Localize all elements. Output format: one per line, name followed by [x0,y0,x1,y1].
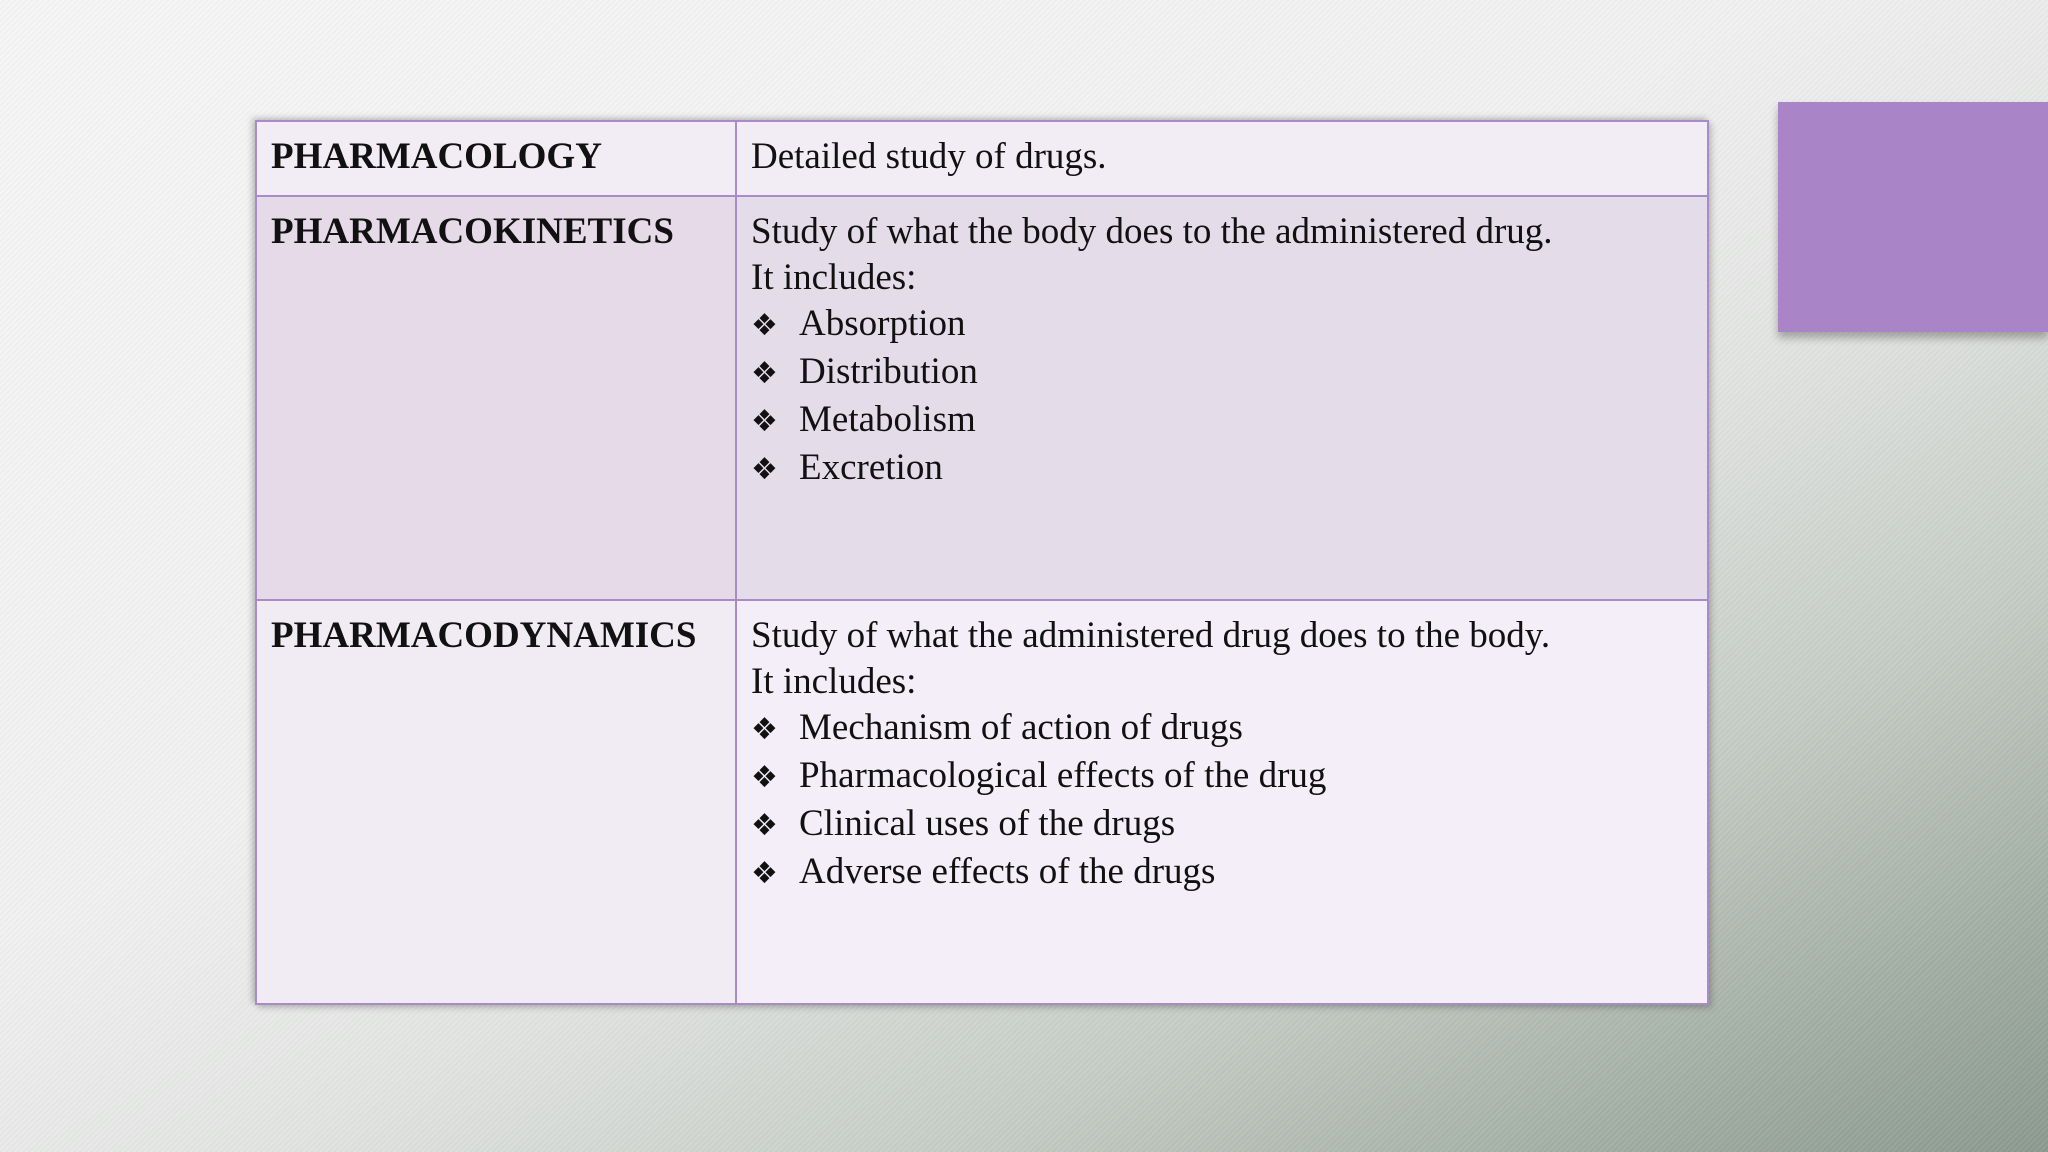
diamond-bullet-icon: ❖ [751,404,778,439]
diamond-bullet-icon: ❖ [751,452,778,487]
list-item [751,849,1693,897]
list-item-text: Excretion [799,447,943,488]
includes-label: It includes: [751,661,917,702]
list-item [751,301,1693,349]
diamond-bullet-icon: ❖ [751,808,778,843]
term-cell [256,121,736,196]
definitions-table [255,120,1709,1005]
list-item [751,753,1693,801]
list-item-text: Clinical uses of the drugs [799,803,1176,844]
list-item [751,349,1693,397]
term-cell [256,196,736,600]
term-pharmacokinetics: PHARMACOKINETICS [271,211,674,252]
diamond-bullet-icon: ❖ [751,356,778,391]
diamond-bullet-icon: ❖ [751,856,778,891]
term-pharmacology: PHARMACOLOGY [271,136,602,177]
includes-label: It includes: [751,257,917,298]
definition-cell [736,600,1708,1004]
definition-text: Study of what the administered drug does to the body. [751,615,1551,656]
list-item-text: Mechanism of action of drugs [799,707,1243,748]
bullet-list [751,705,1693,897]
list-item [751,445,1693,493]
table-row [256,196,1708,600]
table-row [256,600,1708,1004]
definition-text: Detailed study of drugs. [751,136,1107,177]
term-pharmacodynamics: PHARMACODYNAMICS [271,615,697,656]
diamond-bullet-icon: ❖ [751,712,778,747]
table-row [256,121,1708,196]
definition-cell [736,121,1708,196]
bullet-list [751,301,1693,493]
list-item-text: Adverse effects of the drugs [799,851,1216,892]
list-item-text: Absorption [799,303,966,344]
list-item [751,801,1693,849]
definition-cell [736,196,1708,600]
diamond-bullet-icon: ❖ [751,760,778,795]
definition-text: Study of what the body does to the administered drug. [751,211,1553,252]
list-item-text: Distribution [799,351,978,392]
list-item [751,705,1693,753]
list-item [751,397,1693,445]
list-item-text: Metabolism [799,399,976,440]
term-cell [256,600,736,1004]
accent-block [1778,102,2048,332]
diamond-bullet-icon: ❖ [751,308,778,343]
list-item-text: Pharmacological effects of the drug [799,755,1327,796]
